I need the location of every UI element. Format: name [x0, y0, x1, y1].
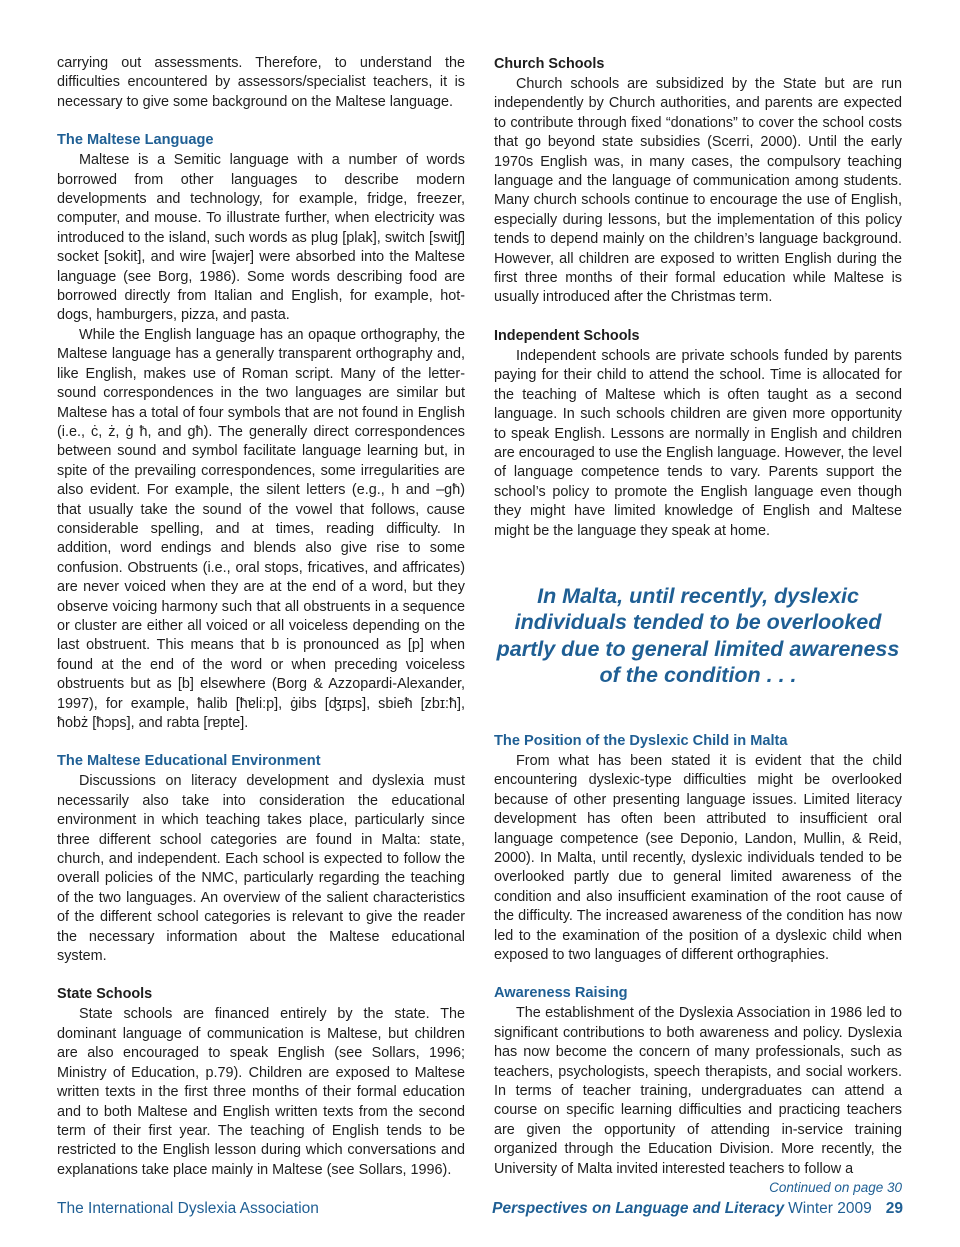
intro-paragraph: carrying out assessments. Therefore, to understand the difficulties encountered by assessors/specialist teachers, it is necessary to give some background on the Maltese language. — [57, 55, 465, 110]
pull-quote-line: individuals tended to be overlooked — [514, 610, 882, 635]
footer-organization: The International Dyslexia Association — [57, 1200, 319, 1217]
maltese-language-paragraph-2: While the English language has an opaque orthography, the Maltese language has a generally transparent orthography and, like English, makes use of Roman script. Many of the letter-sound correspondences in the two languages are similar but Maltese has a total of four symbols that are not found in English (i.e., ċ, ż, ġ ħ, and għ). The generally direct correspondences between sound and symbol facilitate language learning but, in spite of the prevailing correspondences, some irregularities are also evident. For example, the silent letters (e.g., h and –għ) that usually take the sound of the vowel that follows, cause considerable spelling, and at times, reading difficulty. In addition, word endings and blends also give rise to some confusion. Obstruents (i.e., oral stops, fricatives, and affricates) are never voiced when they are at the end of a word, but they observe voicing harmony such that all obstruents in a sequence or cluster are either all voiced or all voiceless depending on the last obstruent. This means that b is pronounced as [p] when found at the end of the word or when preceding voiceless obstruents but as [b] elsewhere (Borg & Azzopardi-Alexander, 1997), for example, ħalib [ħɐli:p], ġibs [ʤɪps], sbieħ [zbɪ:ħ], ħobż [ħɔps], and rabta [rɐpte]. — [57, 326, 465, 731]
church-schools-paragraph: Church schools are subsidized by the State but are run independently by Church authorities, and parents are expected to contribute through fixed “donations” to cover the school costs that go beyond state subsidies (Scerri, 2000). Until the early 1970s English was, in many cases, the compulsory teaching language and the language of communication among students. Many church schools continue to encourage the use of English, especially during lessons, but the implementation of this policy tends to depend mainly on the children’s language background. However, all children are exposed to written English during the first three months of their formal education while Maltese is usually introduced after the Christmas term. — [494, 76, 902, 306]
heading-state-schools: State Schools — [57, 986, 153, 1003]
heading-educational-environment: The Maltese Educational Environment — [57, 753, 321, 770]
footer-journal-title: Perspectives on Language and Literacy — [492, 1200, 785, 1217]
continued-link[interactable]: Continued on page 30 — [769, 1180, 902, 1196]
state-schools-paragraph: State schools are financed entirely by the state. The dominant language of communication is Maltese, but children are also encouraged to speak English (see Sollars, 1996; Ministry of Education, p.79). Children are exposed to Maltese written texts in the first three months of their formal education and to both Maltese and English written texts from the second term of their first year. The teaching of English tends to be restricted to the English lesson during which conversations and explanations take place mainly in Maltese (see Sollars, 1996). — [57, 1006, 465, 1178]
independent-schools-paragraph: Independent schools are private schools funded by parents paying for their child to attend the school. Time is allocated for the teaching of Maltese which is often taught as a second language. In such schools children are given more opportunity to speak English. Lessons are normally in English and children are encouraged to use the English language. However, the level of language competence tends to vary. Parents support the school’s policy to promote the English language even though they might have limited knowledge of English and Maltese might be the language they speak at home. — [494, 347, 903, 539]
position-paragraph: From what has been stated it is evident that the child encountering dyslexic-type difficulties might be overlooked because of other presenting language issues. Limited literacy development has often been attributed to insufficient oral language competence (see Deponio, Landon, Mullin, & Reid, 2000). In Malta, until recently, dyslexic individuals tended to be overlooked partly due to general limited awareness of the condition and also insufficient examination of the root cause of the difficulty. The increased awareness of the condition has now led to the examination of the position of a dyslexic child when exposed to two languages of different orthographies. — [494, 752, 902, 963]
page-footer — [57, 1200, 903, 1222]
left-column — [57, 54, 465, 1180]
heading-position-dyslexic-child: The Position of the Dyslexic Child in Malta — [494, 732, 788, 749]
heading-church-schools: Church Schools — [494, 56, 605, 72]
pull-quote-line: In Malta, until recently, dyslexic — [537, 583, 859, 608]
awareness-paragraph: The establishment of the Dyslexia Association in 1986 led to significant contributions to both awareness and policy. Dyslexia has now become the concern of many professionals, such as teachers, psychologists, speech therapists, and social workers. In terms of teacher training, undergraduates can attend a course on specific learning difficulties and practicing teachers are given the opportunity of attending in-service training organized through the Education Division. More recently, the University of Malta invited interested teachers to follow a — [494, 1005, 902, 1177]
footer-publication — [492, 1200, 903, 1218]
heading-independent-schools: Independent Schools — [494, 327, 640, 344]
footer-issue: Winter 2009 — [788, 1200, 872, 1217]
right-column — [494, 54, 902, 1197]
heading-awareness-raising: Awareness Raising — [494, 985, 628, 1002]
maltese-language-paragraph-1: Maltese is a Semitic language with a number of words borrowed from other languages to describe modern developments and technology, for example, fridge, freezer, computer, and mouse. To illustrate further, when electricity was introduced to the island, such words as plug [plak], switch [switʃ] socket [sokit], and wire [wajer] were absorbed into the Maltese language (see Borg, 1986). Some words describing food are borrowed directly from Italian and English, for example, hot-dogs, hamburgers, pizza, and pasta. — [57, 152, 465, 324]
pull-quote — [494, 583, 902, 689]
heading-maltese-language: The Maltese Language — [57, 132, 214, 149]
pull-quote-line: partly due to general limited awareness — [496, 636, 900, 661]
educational-environment-paragraph: Discussions on literacy development and dyslexia must necessarily also take into consideration the educational environment in which teaching takes place, particularly since three different school categories are found in Malta: state, church, and independent. Each school is expected to follow the overall policies of the NMC, particularly regarding the teaching of the two languages. An overview of the salient characteristics of the different school categories is relevant to give the reader the necessary information about the Maltese educational system. — [57, 773, 465, 965]
page-number: 29 — [885, 1200, 903, 1217]
pull-quote-line: of the condition . . . — [599, 663, 797, 688]
